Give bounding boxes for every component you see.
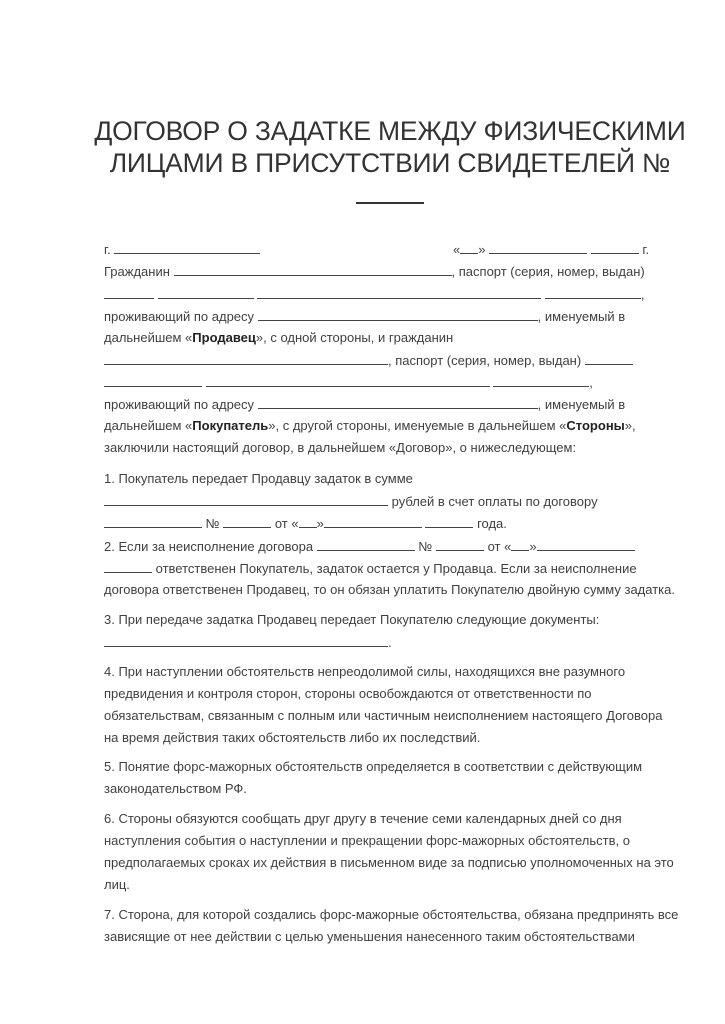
rubles-label: рублей в счет оплаты по договору bbox=[391, 494, 598, 509]
clause-7-line-2: зависящие от нее действии с целью уменьшения нанесенного таким обстоятельствами bbox=[104, 929, 635, 944]
comma: , bbox=[640, 287, 645, 302]
contract-year-blank[interactable] bbox=[425, 513, 473, 528]
number-sign: № bbox=[205, 516, 220, 531]
date-quote-open: « bbox=[453, 242, 461, 257]
seller-passport-date-blank[interactable] bbox=[545, 284, 641, 299]
clause-2-number-blank[interactable] bbox=[436, 536, 484, 551]
from-label: от « bbox=[487, 539, 512, 554]
seller-passport-series-blank[interactable] bbox=[104, 284, 154, 299]
date-quote-close: » bbox=[478, 242, 486, 257]
buyer-passport-series-blank[interactable] bbox=[585, 350, 633, 365]
text: », bbox=[624, 418, 636, 433]
year-label: года. bbox=[477, 516, 507, 531]
clause-4-line-1: 4. При наступлении обстоятельств непреодолимой силы, находящихся вне разумного bbox=[104, 664, 626, 679]
title-line-1: ДОГОВОР О ЗАДАТКЕ МЕЖДУ ФИЗИЧЕСКИМИ bbox=[94, 116, 686, 146]
seller-term-line bbox=[104, 328, 453, 348]
clause-6-line-2: наступления события о наступлении и прекращении форс-мажорных обстоятельств, о bbox=[104, 833, 630, 848]
text: дальнейшем « bbox=[104, 418, 193, 433]
year-suffix: г. bbox=[642, 242, 650, 257]
buyer-passport-date-blank[interactable] bbox=[493, 372, 589, 387]
clause-1-line-2 bbox=[104, 491, 598, 511]
clause-6-line-4: лиц. bbox=[104, 877, 130, 892]
seller-name-line bbox=[104, 261, 645, 281]
clause-7-line-1: 7. Сторона, для которой создались форс-мажорные обстоятельства, обязана предпринять все bbox=[104, 907, 679, 922]
month-blank[interactable] bbox=[489, 239, 587, 254]
seller-term: Продавец bbox=[192, 330, 256, 345]
clause-2-line-1 bbox=[104, 536, 635, 556]
named-label: , именуемый в bbox=[537, 309, 626, 324]
comma: , bbox=[589, 375, 593, 390]
residing-label: проживающий по адресу bbox=[104, 309, 255, 324]
seller-passport-number-blank[interactable] bbox=[158, 284, 254, 299]
title-line-2: ЛИЦАМИ В ПРИСУТСТВИИ СВИДЕТЕЛЕЙ № bbox=[109, 148, 671, 178]
contract-number-blank-1[interactable] bbox=[223, 513, 271, 528]
year-blank[interactable] bbox=[591, 239, 639, 254]
clause-4-line-4: на время действия таких обстоятельств либо их последствий. bbox=[104, 730, 481, 745]
from-label: от « bbox=[274, 516, 299, 531]
clause-3-line-1: 3. При передаче задатка Продавец передает Покупателю следующие документы: bbox=[104, 612, 600, 627]
clause-4-line-2: предвидения и контроля сторон, стороны освобождаются от ответственности по bbox=[104, 686, 592, 701]
clause-6-line-1: 6. Стороны обязуются сообщать друг другу в течение семи календарных дней со дня bbox=[104, 811, 622, 826]
quote-close: » bbox=[529, 539, 537, 554]
quote-close: » bbox=[316, 516, 324, 531]
clause-2-month-blank[interactable] bbox=[537, 536, 635, 551]
contract-month-blank[interactable] bbox=[324, 513, 422, 528]
clause-2-year-blank[interactable] bbox=[104, 558, 152, 573]
documents-blank[interactable] bbox=[104, 632, 388, 647]
buyer-name-line bbox=[104, 350, 633, 370]
buyer-passport-number-blank[interactable] bbox=[104, 372, 202, 387]
clause-1-line-1: 1. Покупатель передает Продавцу задаток в сумме bbox=[104, 471, 413, 486]
seller-passport-line bbox=[104, 284, 645, 304]
contract-name-blank[interactable] bbox=[104, 513, 202, 528]
seller-address-line bbox=[104, 306, 625, 326]
clause-4-line-3: обязательствам, связанным с полным или частичным неисполнением настоящего Договора bbox=[104, 708, 663, 723]
text: », с другой стороны, именуемые в дальнейшем « bbox=[268, 418, 567, 433]
buyer-address-blank[interactable] bbox=[258, 394, 538, 409]
city-date-line bbox=[104, 239, 660, 259]
seller-passport-issued-blank[interactable] bbox=[257, 284, 541, 299]
city-blank[interactable] bbox=[114, 239, 260, 254]
clause-1-line-3 bbox=[104, 513, 507, 533]
passport-label-2: , паспорт (серия, номер, выдан) bbox=[388, 353, 582, 368]
sides-term: Стороны bbox=[566, 418, 625, 433]
clause-6-line-3: предполагаемых сроках их действия в письменном виде за подписью уполномоченных на это bbox=[104, 855, 674, 870]
text: ответственен Покупатель, задаток остается у Продавца. Если за неисполнение bbox=[155, 561, 637, 576]
named-label: , именуемый в bbox=[537, 397, 626, 412]
city-prefix: г. bbox=[104, 242, 111, 257]
residing-label: проживающий по адресу bbox=[104, 397, 255, 412]
clause-5-line-1: 5. Понятие форс-мажорных обстоятельств определяется в соответствии с действующим bbox=[104, 759, 643, 774]
day-blank[interactable] bbox=[460, 239, 478, 254]
deposit-amount-blank[interactable] bbox=[104, 491, 388, 506]
clause-2-line-2 bbox=[104, 558, 637, 578]
text: », с одной стороны, и гражданин bbox=[255, 330, 454, 345]
passport-label: , паспорт (серия, номер, выдан) bbox=[451, 264, 645, 279]
clause-5-line-2: законодательством РФ. bbox=[104, 781, 247, 796]
seller-name-blank[interactable] bbox=[174, 261, 452, 276]
citizen-label: Гражданин bbox=[104, 264, 170, 279]
text: 2. Если за неисполнение договора bbox=[104, 539, 314, 554]
buyer-passport-line bbox=[104, 372, 593, 392]
buyer-passport-issued-blank[interactable] bbox=[206, 372, 490, 387]
number-sign: № bbox=[418, 539, 433, 554]
clause-2-contract-blank[interactable] bbox=[317, 536, 415, 551]
clause-2-day-blank[interactable] bbox=[511, 536, 529, 551]
contract-day-blank[interactable] bbox=[299, 513, 317, 528]
buyer-address-line bbox=[104, 394, 625, 414]
clause-3-line-2 bbox=[104, 632, 392, 652]
contract-number-blank[interactable] bbox=[356, 202, 424, 204]
clause-2-line-3: договора ответственен Продавец, то он обязан уплатить Покупателю двойную сумму задатка. bbox=[104, 582, 675, 597]
buyer-name-blank[interactable] bbox=[104, 350, 388, 365]
document-title bbox=[90, 115, 690, 179]
buyer-term: Покупатель bbox=[192, 418, 269, 433]
concluded-line: заключили настоящий договор, в дальнейшем «Договор», о нижеследующем: bbox=[104, 440, 577, 455]
period: . bbox=[388, 635, 392, 650]
buyer-term-line bbox=[104, 416, 636, 436]
seller-address-blank[interactable] bbox=[258, 306, 538, 321]
text: дальнейшем « bbox=[104, 330, 193, 345]
